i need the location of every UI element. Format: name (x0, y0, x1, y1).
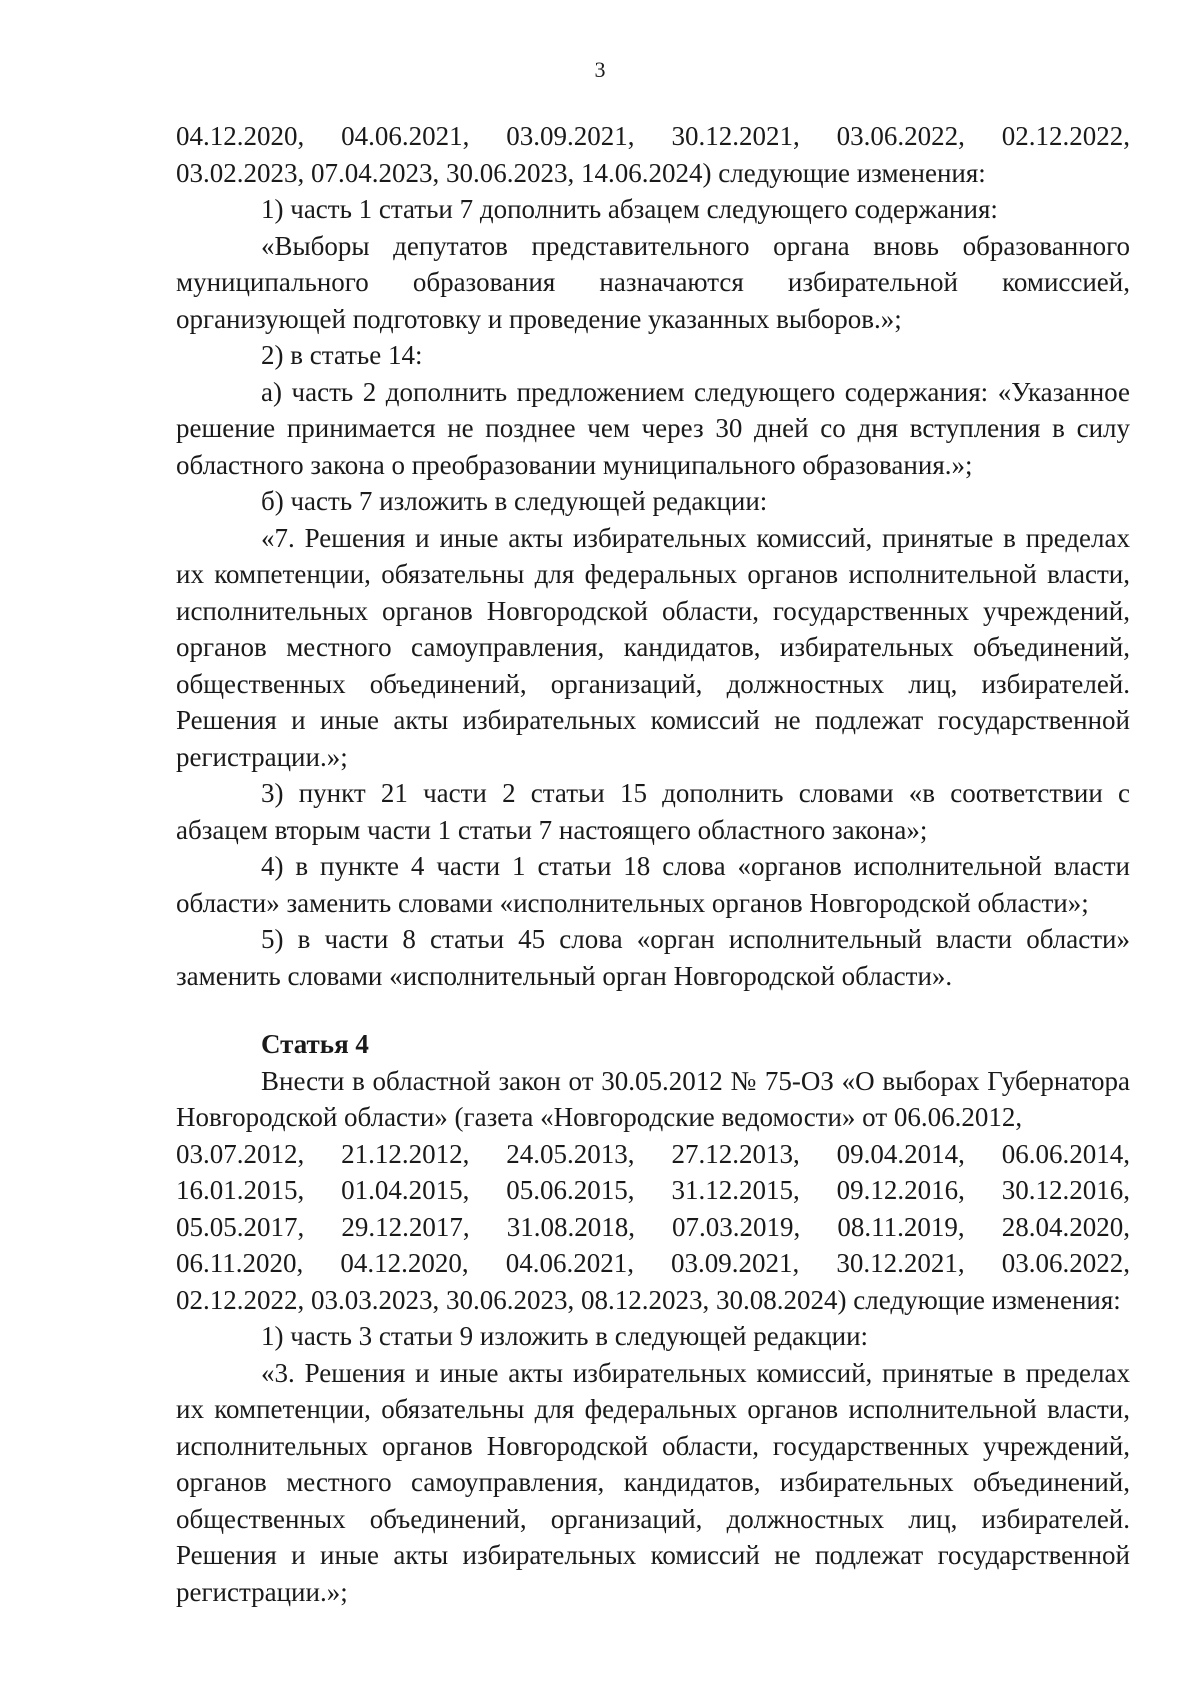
amendment-dates-line: 02.12.2022, 03.03.2023, 30.06.2023, 08.12.2023, 30.08.2024) следующие изменения: (176, 1284, 1121, 1315)
amendment-dates-line: 03.07.2012, 21.12.2012, 24.05.2013, 27.12.2013, 09.04.2014, 06.06.2014, (176, 1138, 1130, 1169)
list-item: 5) в части 8 статьи 45 слова «орган исполнительный власти области» заменить словами «исполнительный орган Новгородской области». (176, 924, 1130, 991)
amendment-dates-line: 16.01.2015, 01.04.2015, 05.06.2015, 31.12.2015, 09.12.2016, 30.12.2016, (176, 1175, 1130, 1205)
list-item: 1) часть 3 статьи 9 изложить в следующей редакции: (261, 1321, 869, 1351)
sub-item: б) часть 7 изложить в следующей редакции: (261, 486, 768, 516)
article-heading: Статья 4 (261, 1029, 369, 1059)
list-item: 4) в пункте 4 части 1 статьи 18 слова «органов исполнительной власти области» заменить словами «исполнительных органов Новгородской области»; (176, 851, 1130, 918)
article-intro: Внести в областной закон от 30.05.2012 № 75-ОЗ «О выборах Губернатора Новгородской области» (газета «Новгородские ведомости» от 06.06.2012, (176, 1065, 1130, 1132)
quoted-text: «7. Решения и иные акты избирательных комиссий, принятые в пределах их компетенции, обязательны для федеральных органов исполнительной власти, исполнительных органов Новгородской области, государственных учреждений, органов местного самоуправления, кандидатов, избирательных объединений, общественных объединений, организаций, должностных лиц, избирателей. Решения и иные акты избирательных комиссий не подлежат государственной регистрации.»; (176, 522, 1130, 772)
amendment-dates-line: 04.12.2020, 04.06.2021, 03.09.2021, 30.12.2021, 03.06.2022, 02.12.2022, (176, 121, 1130, 151)
list-item: 1) часть 1 статьи 7 дополнить абзацем следующего содержания: (261, 194, 998, 224)
list-item: 2) в статье 14: (261, 340, 423, 370)
quoted-text: «3. Решения и иные акты избирательных комиссий, принятые в пределах их компетенции, обязательны для федеральных органов исполнительной власти, исполнительных органов Новгородской области, государственных учреждений, органов местного самоуправления, кандидатов, избирательных объединений, общественных объединений, организаций, должностных лиц, избирателей. Решения и иные акты избирательных комиссий не подлежат государственной регистрации.»; (176, 1357, 1130, 1607)
amendment-dates-line: 03.02.2023, 07.04.2023, 30.06.2023, 14.06.2024) следующие изменения: (176, 157, 986, 188)
list-item: 3) пункт 21 части 2 статьи 15 дополнить словами «в соответствии с абзацем вторым части 1 статьи 7 настоящего областного закона»; (176, 778, 1130, 845)
quoted-text: «Выборы депутатов представительного органа вновь образованного муниципального образования назначаются избирательной комиссией, организующей подготовку и проведение указанных выборов.»; (176, 230, 1130, 334)
page-number: 3 (594, 57, 606, 82)
document-body (176, 118, 1130, 1610)
amendment-dates-line: 05.05.2017, 29.12.2017, 31.08.2018, 07.03.2019, 08.11.2019, 28.04.2020, (176, 1211, 1130, 1242)
sub-item: а) часть 2 дополнить предложением следующего содержания: «Указанное решение принимается не позднее чем через 30 дней со дня вступления в силу областного закона о преобразовании муниципального образования.»; (176, 376, 1130, 480)
amendment-dates-line: 06.11.2020, 04.12.2020, 04.06.2021, 03.09.2021, 30.12.2021, 03.06.2022, (176, 1248, 1130, 1278)
